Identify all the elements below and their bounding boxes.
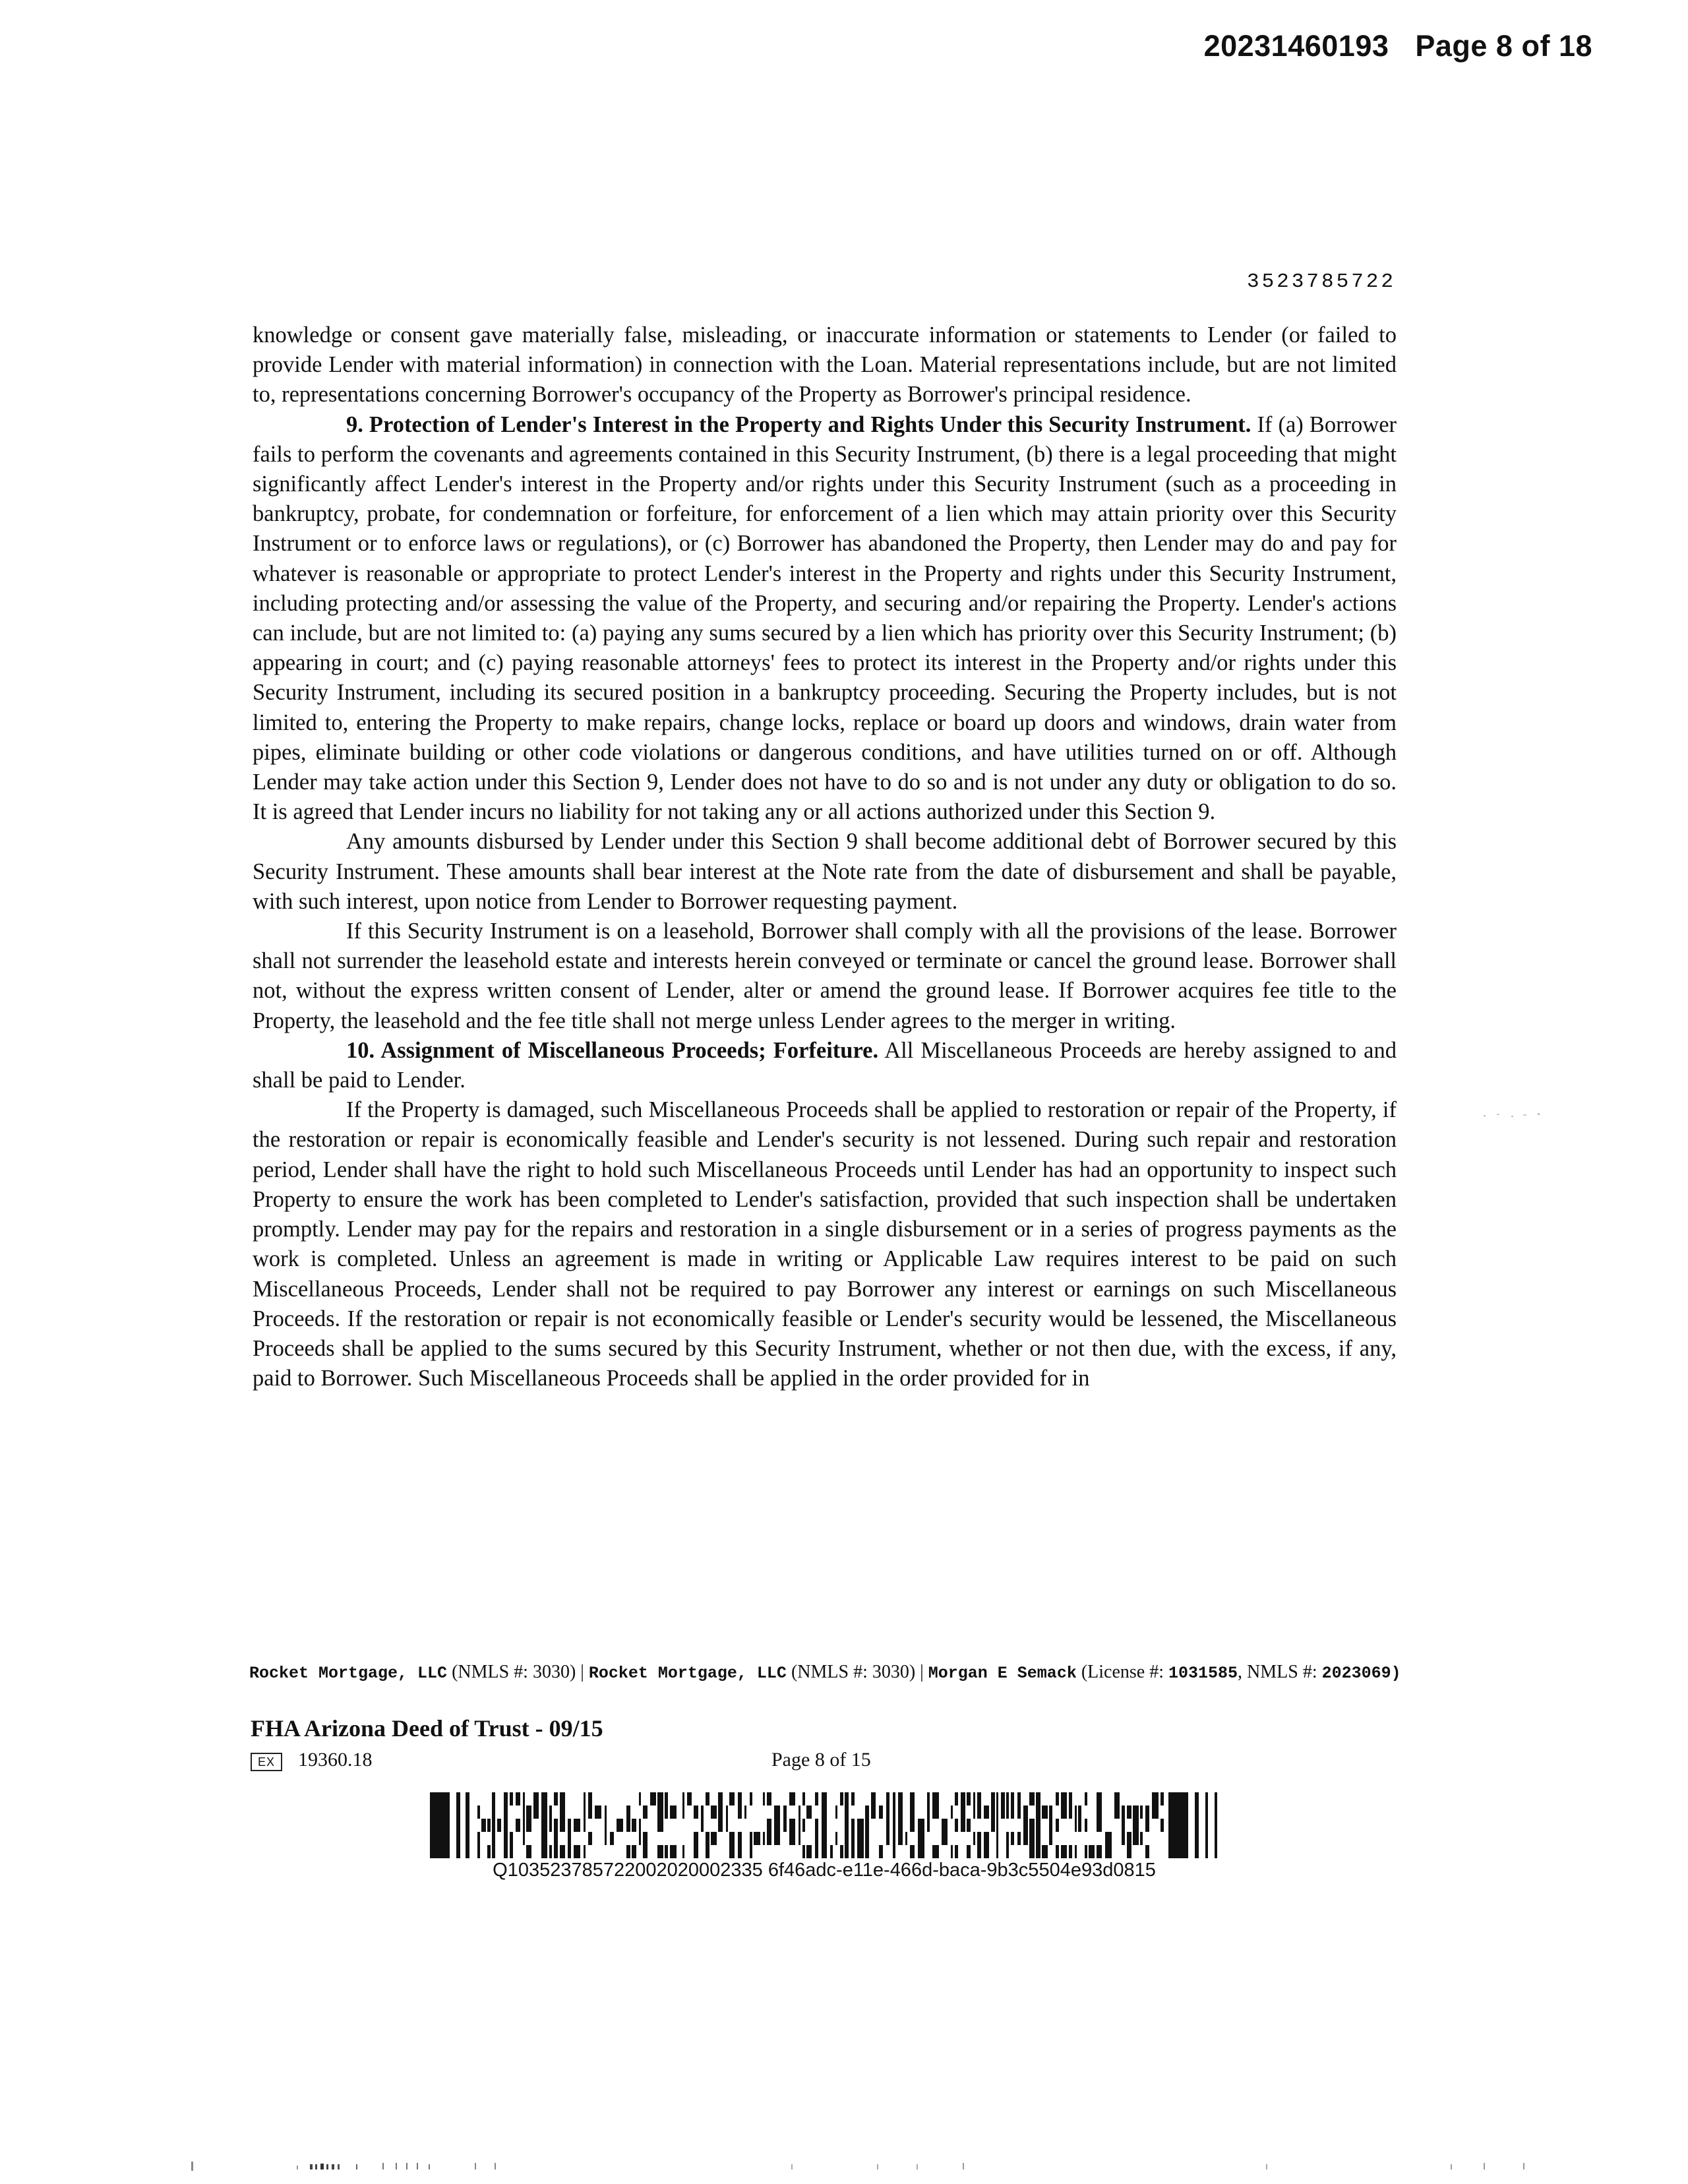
recording-page-label: Page 8 of 18: [1415, 29, 1592, 63]
paragraph-leasehold: If this Security Instrument is on a leasehold, Borrower shall comply with all the provisions of the lease. Borrower shall not surrender the leasehold estate and interests herein conveyed or terminate or cancel the ground lease. Borrower shall not, without the express written consent of Lender, alter or amend the ground lease. If Borrower acquires fee title to the Property, the leasehold and the fee title shall not merge unless Lender agrees to the merger in writing.: [253, 919, 1397, 1033]
scan-speck: [1477, 1110, 1556, 1120]
section-10-paragraph: [253, 1036, 1397, 1095]
recording-document-number: 20231460193: [1203, 29, 1389, 63]
section-10-heading: 10. Assignment of Miscellaneous Proceeds; Forfeiture.: [346, 1037, 879, 1063]
lender-nmls-secondary: (NMLS #: 3030) |: [791, 1662, 928, 1682]
form-title: FHA Arizona Deed of Trust - 09/15: [251, 1715, 603, 1742]
paragraph-continuation: knowledge or consent gave materially false, misleading, or inaccurate information or statements to Lender (or failed to provide Lender with material information) in connection with the Loan. Material representations include, but are not limited to, representations concerning Borrower's occupancy of the Property as Borrower's principal residence.: [253, 322, 1397, 408]
form-code-row: [251, 1749, 1240, 1775]
originator-nmls-label: , NMLS #:: [1238, 1662, 1322, 1682]
barcode-text: Q103523785722002020002335 6f46adc-e11e-466d-baca-9b3c5504e93d0815: [493, 1860, 1156, 1881]
section-9-paragraph: [253, 410, 1397, 828]
lender-nmls: (NMLS #: 3030) |: [452, 1662, 589, 1682]
barcode-image: [430, 1792, 1221, 1858]
section-9-heading: 9. Protection of Lender's Interest in the Property and Rights Under this Security Instrument.: [346, 411, 1251, 437]
loan-originator-name: Morgan E Semack: [928, 1664, 1077, 1683]
section-10-text: All Miscellaneous Proceeds are hereby assigned to and shall be paid to Lender.: [253, 1037, 1397, 1093]
scan-edge-marks: [0, 2156, 1688, 2176]
recording-header: [1204, 29, 1592, 63]
originator-nmls-number: 2023069: [1321, 1664, 1391, 1683]
originator-license-label: (License #:: [1081, 1662, 1168, 1682]
form-number: 19360.18: [298, 1749, 373, 1771]
loan-number: 3523785722: [1246, 270, 1396, 293]
originator-close-paren: ): [1391, 1664, 1401, 1683]
footer-lender-info: [249, 1660, 1410, 1685]
paragraph-property-damaged: If the Property is damaged, such Miscellaneous Proceeds shall be applied to restoration or repair of the Property, if the restoration or repair is economically feasible and Lender's security is not lessened. During such repair and restoration period, Lender shall have the right to hold such Miscellaneous Proceeds until Lender has had an opportunity to inspect such Property to ensure the work has been completed to Lender's satisfaction, provided that such inspection shall be undertaken promptly. Lender may pay for the repairs and restoration in a single disbursement or in a series of progress payments as the work is completed. Unless an agreement is made in writing or Applicable Law requires interest to be paid on such Miscellaneous Proceeds, Lender shall not be required to pay Borrower any interest or earnings on such Miscellaneous Proceeds. If the restoration or repair is not economically feasible or Lender's security would be lessened, the Miscellaneous Proceeds shall be applied to the sums secured by this Security Instrument, whether or not then due, with the excess, if any, paid to Borrower. Such Miscellaneous Proceeds shall be applied in the order provided for in: [253, 1097, 1397, 1391]
originator-license-number: 1031585: [1168, 1664, 1238, 1683]
ex-logo-icon: EX: [251, 1753, 282, 1771]
section-9-text: If (a) Borrower fails to perform the covenants and agreements contained in this Security Instrument, (b) there is a legal proceeding that might significantly affect Lender's interest in the Property and/or rights under this Security Instrument (such as a proceeding in bankruptcy, probate, for condemnation or forfeiture, for enforcement of a lien which may attain priority over this Security Instrument or to enforce laws or regulations), or (c) Borrower has abandoned the Property, then Lender may do and pay for whatever is reasonable or appropriate to protect Lender's interest in the Property and rights under this Security Instrument, including protecting and/or assessing the value of the Property, and securing and/or repairing the Property. Lender's actions can include, but are not limited to: (a) paying any sums secured by a lien which has priority over this Security Instrument; (b) appearing in court; and (c) paying reasonable attorneys' fees to protect its interest in the Property and/or rights under this Security Instrument, including its secured position in a bankruptcy proceeding. Securing the Property includes, but is not limited to, entering the Property to make repairs, change locks, replace or board up doors and windows, drain water from pipes, eliminate building or other code violations or dangerous conditions, and have utilities turned on or off. Although Lender may take action under this Section 9, Lender does not have to do so and is not under any duty or obligation to do so. It is agreed that Lender incurs no liability for not taking any or all actions authorized under this Section 9.: [253, 411, 1397, 825]
lender-name-secondary: Rocket Mortgage, LLC: [588, 1664, 787, 1683]
form-page-number: Page 8 of 15: [771, 1749, 871, 1771]
document-body: [253, 320, 1397, 1393]
lender-name: Rocket Mortgage, LLC: [249, 1664, 448, 1683]
paragraph-amounts-disbursed: Any amounts disbursed by Lender under this Section 9 shall become additional debt of Borrower secured by this Security Instrument. These amounts shall bear interest at the Note rate from the date of disbursement and shall be payable, with such interest, upon notice from Lender to Borrower requesting payment.: [253, 829, 1397, 914]
